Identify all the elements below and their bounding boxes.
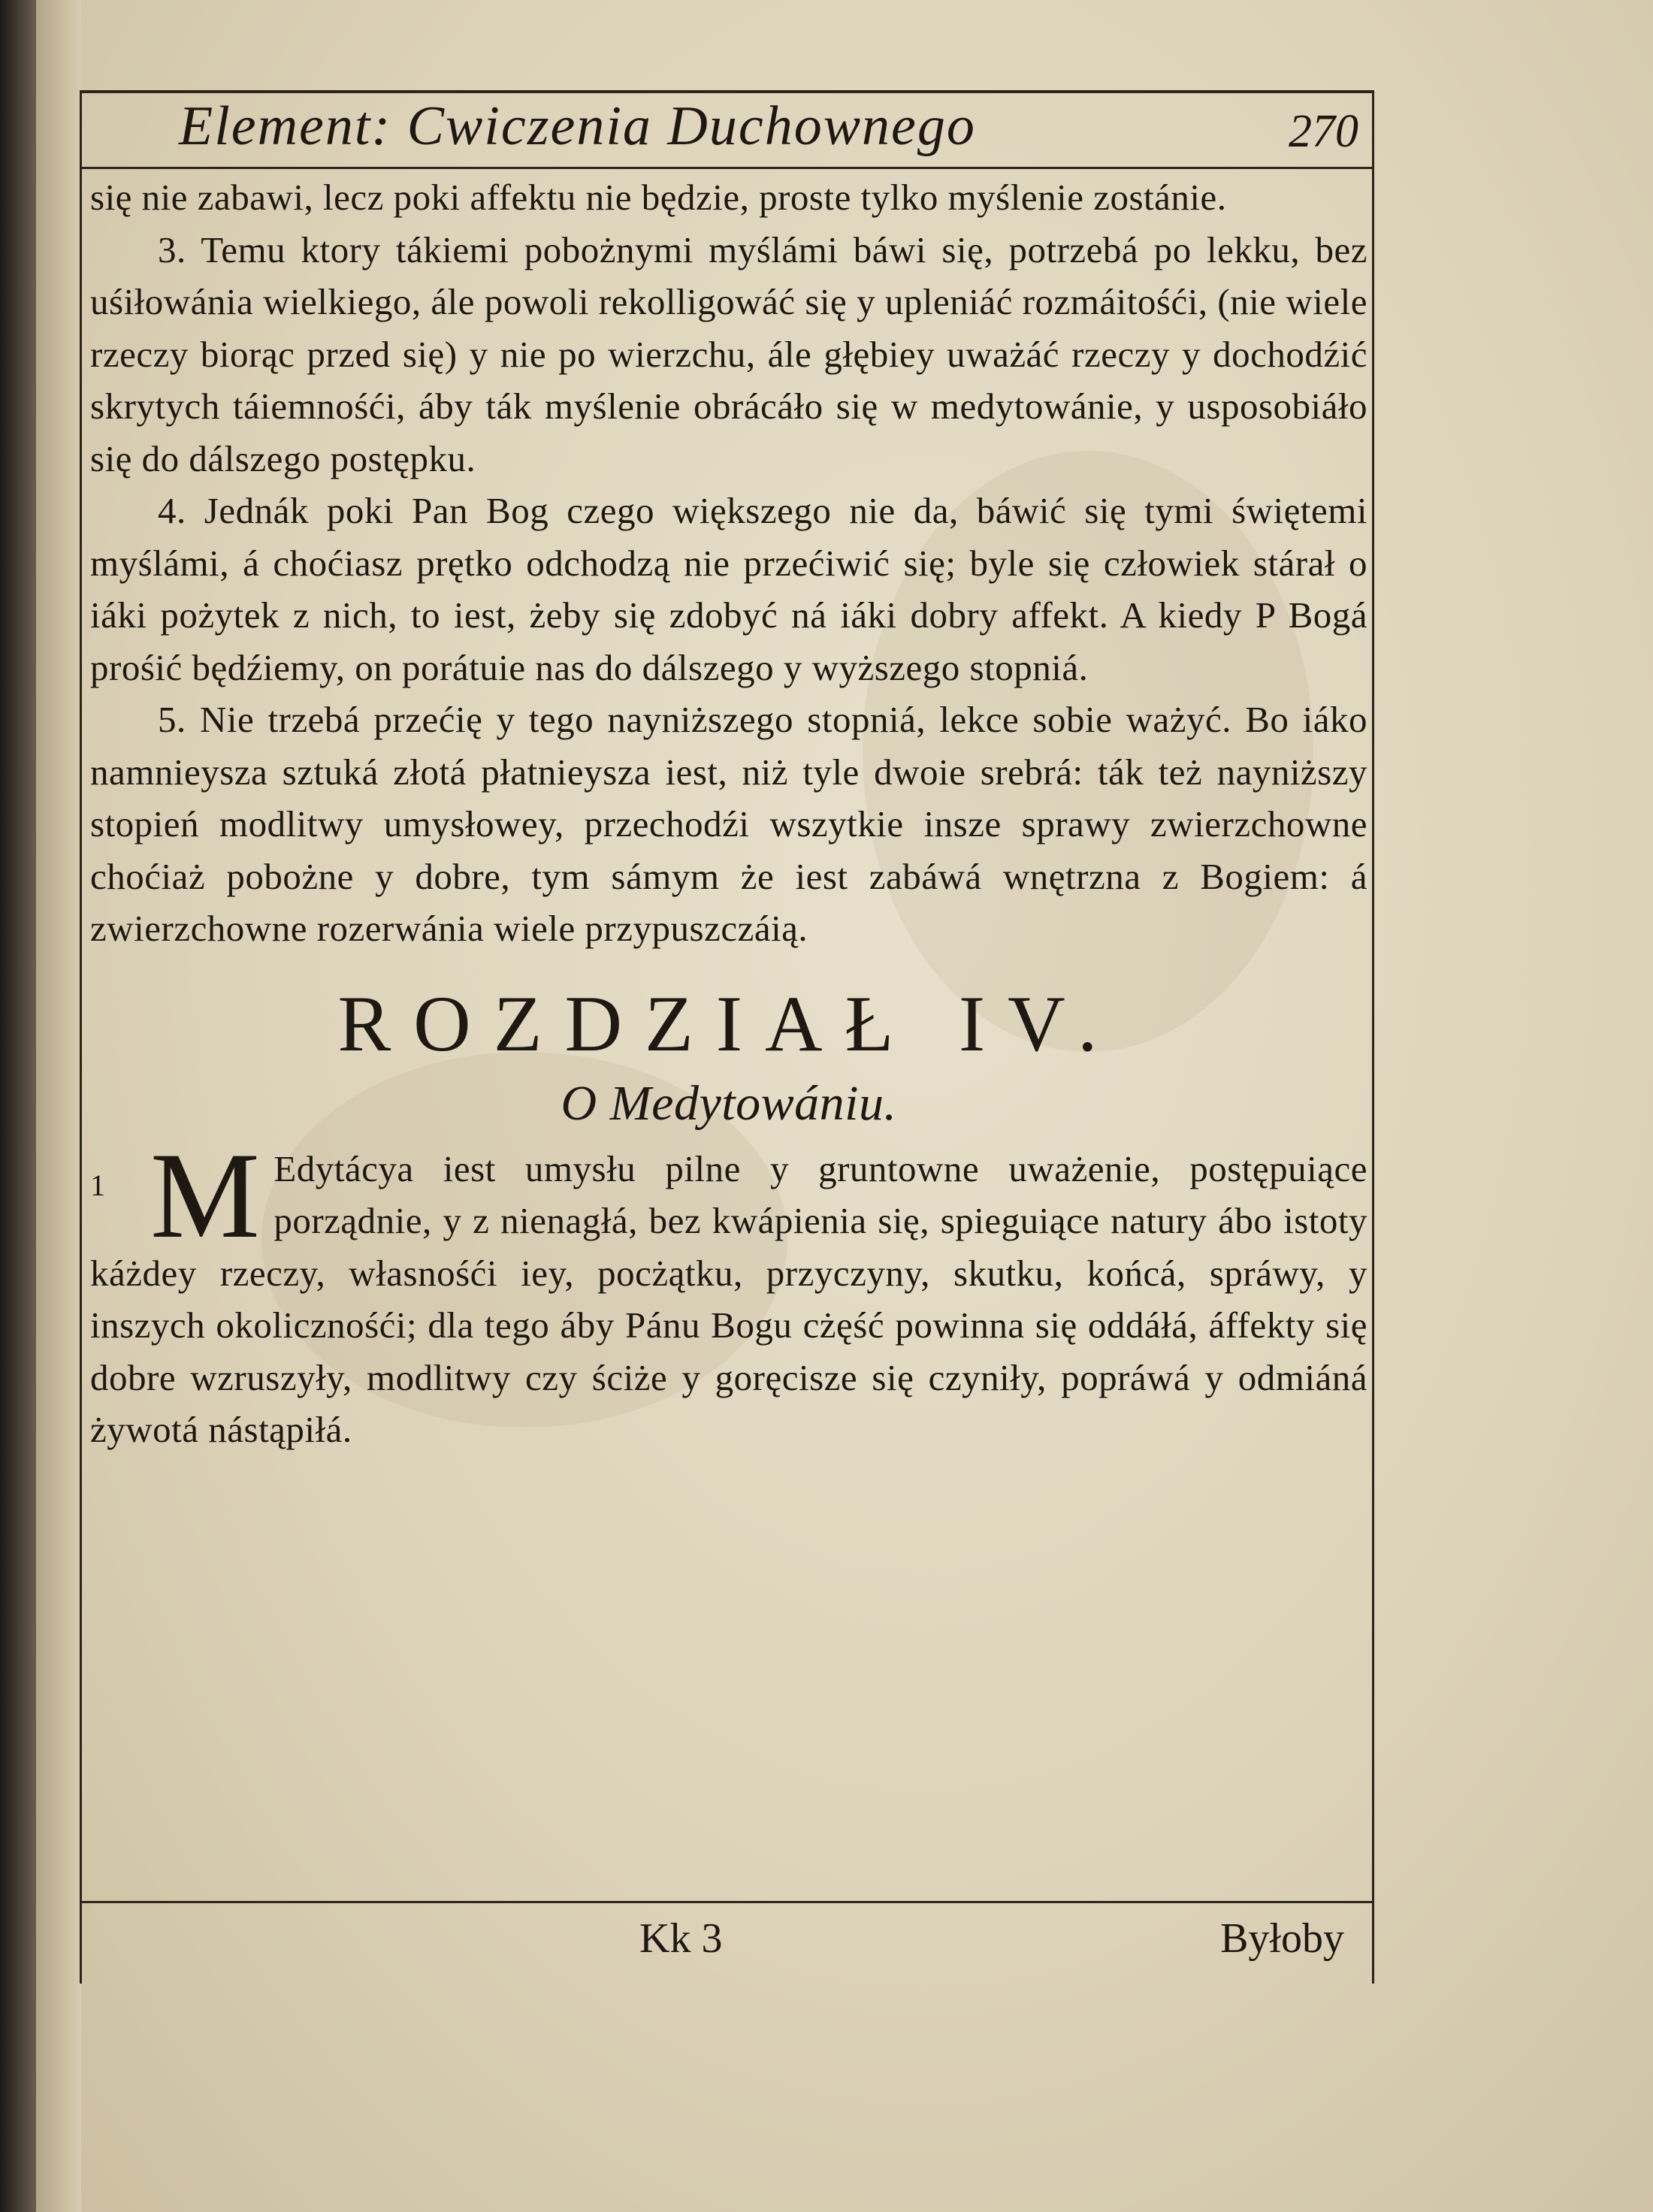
paragraph: 5. Nie trzebá przećię y tego nayniższego stopniá, lekce sobie ważyć. Bo iáko namnieysza sztuká złotá płatnieysza iest, niż tyle dwoie srebrá: ták też nayniższy stopień modlitwy umysłowey, przechodźi wszytkie insze sprawy zwierzchowne choćiaż pobożne y dobre, tym sámym że iest zabáwá wnętrzna z Bogiem: á zwierzchowne rozerwánia wiele przypuszczáią. (90, 699, 1367, 949)
running-head: Element: Cwiczenia Duchownego (179, 95, 976, 157)
frame-left-rule (80, 90, 82, 1984)
drop-cap: M (150, 1127, 261, 1264)
chapter-subtitle: O Medytowániu. (561, 1075, 897, 1131)
frame-right-rule (1372, 90, 1374, 1984)
header-rule (80, 167, 1374, 169)
signature-mark: Kk 3 (639, 1915, 723, 1962)
section-text: Edytácya iest umysłu pilne y gruntowne uważenie, postępuiące porządnie, y z nienagłá, bez kwápienia się, spieguiące natury ábo istoty káżdey rzeczy, własnośći iey, pocżątku, przyczyny, skutku, końcá, spráwy, y inszych okolicznośći; dla tego áby Pánu Bogu cżęść powinna się oddáłá, áffekty się dobre wzruszyły, modlitwy czy ściże y goręcisze się czyniły, popráwá y odmiáná żywotá nástąpiłá. (90, 1147, 1367, 1450)
page-number: 270 (1289, 106, 1358, 157)
frame-top-rule (80, 90, 1374, 93)
page-header (111, 95, 1366, 167)
page-footer (80, 1908, 1374, 1984)
paragraph: się nie zabawi, lecz poki affektu nie będzie, proste tylko myślenie zostánie. (90, 177, 1227, 218)
book-page (36, 0, 1653, 2212)
paragraph: 3. Temu ktory tákiemi pobożnymi myślámi báwi się, potrzebá po lekku, bez uśiłowánia wielkiego, ále powoli rekolligowáć się y upleniáć rozmáitośći, (nie wiele rzeczy biorąc przed się) y nie po wierzchu, ále głębiey uważáć rzeczy y dochodźić skrytych táiemnośći, áby ták myślenie obrácáło się w medytowánie, y usposobiáło się do dálszego postępku. (90, 228, 1367, 479)
page-gutter (36, 0, 81, 2212)
chapter-title: ROZDZIAŁ IV. (337, 979, 1120, 1068)
section-one (90, 1127, 1367, 1456)
paragraph: 4. Jednák poki Pan Bog czego większego nie da, báwić się tymi świętemi myślámi, á choćiasz prętko odchodzą nie przećiwić się; byle się człowiek stárał o iáki pożytek z nich, to iest, żeby się zdobyć ná iáki dobry affekt. A kiedy P Bogá prośić będźiemy, on porátuie nas do dálszego y wyższego stopniá. (90, 490, 1367, 688)
section-number: 1 (90, 1168, 106, 1202)
catchword: Byłoby (1220, 1915, 1344, 1962)
frame-bottom-rule (80, 1901, 1374, 1903)
body-text (90, 171, 1367, 1456)
